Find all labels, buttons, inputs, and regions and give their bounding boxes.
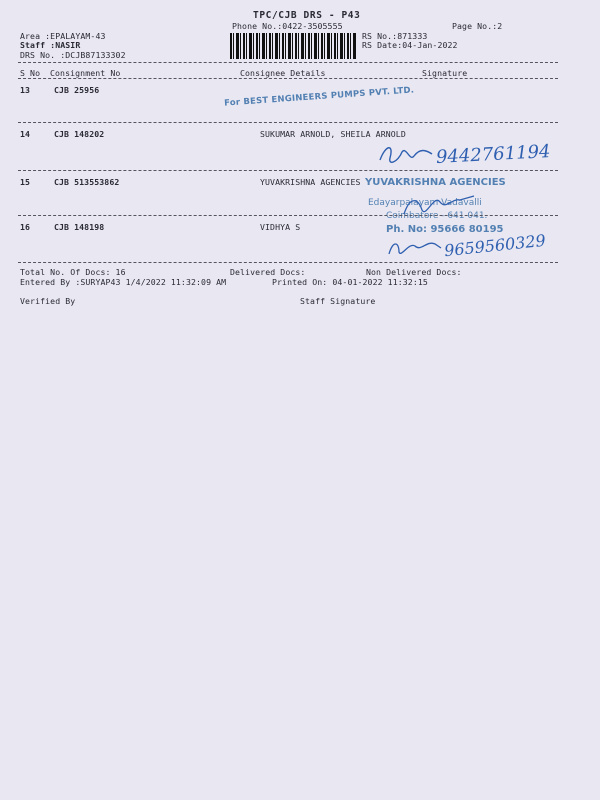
divider xyxy=(18,170,558,171)
row-sno: 15 xyxy=(20,177,31,187)
signature-scribble xyxy=(400,188,480,224)
col-consignee: Consignee Details xyxy=(240,68,326,78)
divider xyxy=(18,62,558,63)
page-number: Page No.:2 xyxy=(452,21,503,31)
col-consignment: Consignment No xyxy=(50,68,121,78)
staff-signature: Staff Signature xyxy=(300,296,376,306)
divider xyxy=(18,122,558,123)
divider xyxy=(18,262,558,263)
signature-scribble xyxy=(376,140,436,170)
col-sno: S No xyxy=(20,68,41,78)
agency-stamp-phone: Ph. No: 95666 80195 xyxy=(386,224,504,235)
barcode xyxy=(230,33,356,59)
row-sno: 14 xyxy=(20,129,31,139)
divider xyxy=(18,78,558,79)
staff-field: Staff :NASIR xyxy=(20,40,81,50)
row-consignment: CJB 25956 xyxy=(54,85,100,95)
signature-scribble xyxy=(385,236,445,260)
handwritten-phone: 9659560329 xyxy=(443,230,547,261)
agency-stamp-city: Coimbatore - 641 041. xyxy=(386,211,488,221)
non-delivered-docs: Non Delivered Docs: xyxy=(366,267,462,277)
row-sno: 16 xyxy=(20,222,31,232)
agency-stamp-name: YUVAKRISHNA AGENCIES xyxy=(365,177,506,188)
row-consignee: SUKUMAR ARNOLD, SHEILA ARNOLD xyxy=(260,129,406,139)
phone-number: Phone No.:0422-3505555 xyxy=(232,21,343,31)
row-consignee: VIDHYA S xyxy=(260,222,301,232)
delivered-docs: Delivered Docs: xyxy=(230,267,306,277)
handwritten-phone: 9442761194 xyxy=(435,141,552,168)
row-consignment: CJB 513553862 xyxy=(54,177,120,187)
verified-by: Verified By xyxy=(20,296,76,306)
entered-by: Entered By :SURYAP43 1/4/2022 11:32:09 AM xyxy=(20,277,227,287)
col-signature: Signature xyxy=(422,68,468,78)
rs-number: RS No.:871333 xyxy=(362,31,428,41)
printed-on: Printed On: 04-01-2022 11:32:15 xyxy=(272,277,428,287)
agency-stamp-address: Edayarpalayam Vadavalli xyxy=(368,198,482,208)
row-consignment: CJB 148198 xyxy=(54,222,105,232)
manifest-title: TPC/CJB DRS - P43 xyxy=(253,10,361,21)
area-field: Area :EPALAYAM-43 xyxy=(20,31,106,41)
row-consignment: CJB 148202 xyxy=(54,129,105,139)
company-stamp: For BEST ENGINEERS PUMPS PVT. LTD. xyxy=(223,85,415,109)
rs-date: RS Date:04-Jan-2022 xyxy=(362,40,458,50)
divider xyxy=(18,215,558,216)
drs-number: DRS No. :DCJB87133302 xyxy=(20,50,126,60)
row-consignee: YUVAKRISHNA AGENCIES xyxy=(260,177,361,187)
row-sno: 13 xyxy=(20,85,31,95)
total-docs: Total No. Of Docs: 16 xyxy=(20,267,126,277)
